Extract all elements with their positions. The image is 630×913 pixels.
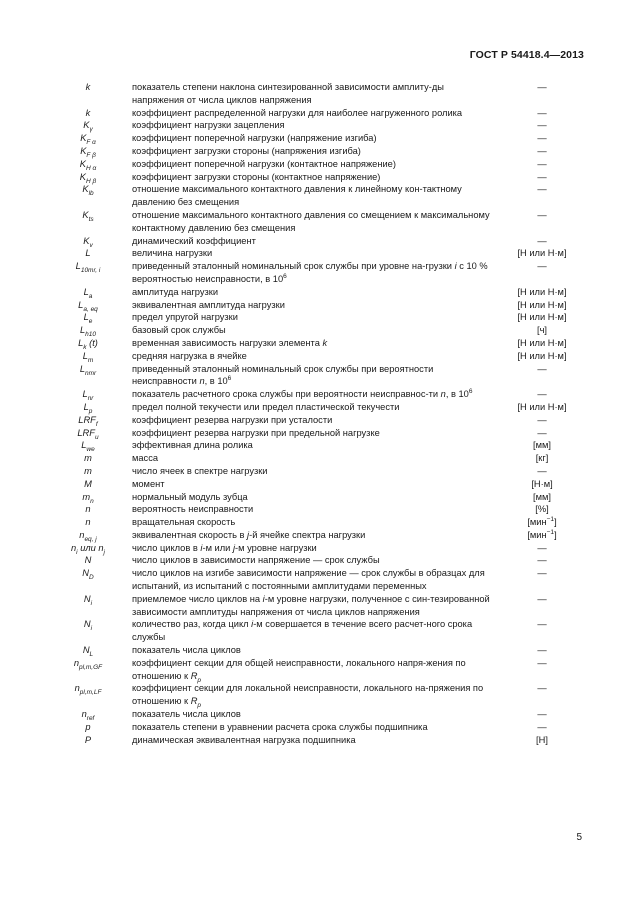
symbol-cell: $L_{nmr}$ xyxy=(79,363,97,377)
symbol-cell: $N_i$ xyxy=(83,593,93,607)
symbol-row xyxy=(0,363,630,389)
definition-cell: приведенный эталонный номинальный срок службы при вероятности неисправности n, в $10^6$ xyxy=(132,363,434,387)
unit-cell: [Н·м] xyxy=(531,478,553,489)
unit-cell: [ч] xyxy=(536,325,547,336)
definition-cell: коэффициент загрузки стороны (напряжения изгиба) xyxy=(132,145,361,156)
definition-cell: показатель числа циклов xyxy=(132,709,241,720)
symbol-row xyxy=(0,235,630,248)
definition-cell: нормальный модуль зубца xyxy=(132,491,248,502)
symbol-cell: $L_{a, eq}$ xyxy=(78,299,98,313)
symbol-cell: $LRF_f$ xyxy=(78,414,98,428)
unit-cell: — xyxy=(537,158,547,169)
symbol-row xyxy=(0,516,630,529)
definition-cell: коэффициент секции для локальной неисправности, локального на-пряжения по отношению к $R_p$ xyxy=(132,683,484,710)
unit-cell: — xyxy=(537,82,547,92)
symbol-row xyxy=(0,350,630,363)
symbol-row xyxy=(0,503,630,516)
symbol-row xyxy=(0,388,630,401)
symbol-row xyxy=(0,657,630,683)
definition-cell: динамический коэффициент xyxy=(132,235,256,246)
unit-cell: [Н или Н·м] xyxy=(517,312,567,323)
unit-cell: [Н или Н·м] xyxy=(517,337,567,348)
symbol-cell: $K_{F \beta}$ xyxy=(80,145,96,159)
definition-cell: эквивалентная амплитуда нагрузки xyxy=(132,299,285,310)
unit-cell: [Н или Н·м] xyxy=(517,286,567,297)
symbol-cell: m xyxy=(84,465,92,476)
unit-cell: — xyxy=(537,184,547,195)
definition-cell: приемлемое число циклов на i-м уровне нагрузки, полученное с син-тезированной зависимости амплитуды напряжения от числа циклов напряжения xyxy=(132,593,490,617)
symbol-row xyxy=(0,247,630,260)
symbol-cell: $N_i$ xyxy=(83,619,93,633)
symbol-row xyxy=(0,119,630,132)
symbol-row xyxy=(0,158,630,171)
symbol-row xyxy=(0,682,630,708)
symbol-cell: $n_i$ или $n_j$ xyxy=(71,542,105,556)
symbol-cell: $K_v$ xyxy=(83,235,93,249)
unit-cell: — xyxy=(537,133,547,144)
definition-cell: число циклов в i-м или j-м уровне нагрузки xyxy=(132,542,317,553)
symbol-cell: $K_{lb}$ xyxy=(82,184,94,198)
unit-cell: [кг] xyxy=(535,453,549,464)
symbol-row xyxy=(0,81,630,107)
symbol-cell: $L_{10mr, i}$ xyxy=(75,261,101,275)
definition-cell: приведенный эталонный номинальный срок службы при уровне на-грузки i с 10 % вероятностью неисправности, в $10^6$ xyxy=(132,261,488,284)
symbol-cell: k xyxy=(85,82,91,92)
unit-cell: — xyxy=(537,657,547,668)
definition-cell: показатель степени наклона синтезированной зависимости амплиту-ды напряжения от числа циклов напряжения xyxy=(132,82,444,105)
symbol-cell: $K_\gamma$ xyxy=(83,120,93,134)
symbol-cell: $L_m$ xyxy=(82,350,94,364)
symbol-row xyxy=(0,324,630,337)
symbol-row xyxy=(0,708,630,721)
unit-cell: — xyxy=(537,389,547,400)
unit-cell: [Н] xyxy=(536,734,548,745)
symbol-row xyxy=(0,209,630,235)
definition-cell: масса xyxy=(132,453,159,464)
symbol-row xyxy=(0,401,630,414)
symbol-row xyxy=(0,132,630,145)
definition-cell: базовый срок службы xyxy=(132,325,226,336)
definition-cell: коэффициент поперечной нагрузки (контактное напряжение) xyxy=(132,158,396,169)
symbol-cell: $n_{pl,m,LF}$ xyxy=(74,683,102,697)
symbol-cell: N xyxy=(84,555,92,566)
symbol-cell: P xyxy=(84,734,92,745)
symbol-cell: $n_{pl,m,GF}$ xyxy=(73,657,103,671)
unit-cell: [мм] xyxy=(533,440,551,451)
unit-cell: — xyxy=(537,709,547,720)
symbol-cell: $K_{ts}$ xyxy=(82,209,94,223)
unit-cell: [Н или Н·м] xyxy=(517,401,567,412)
symbol-cell: $K_{H \beta}$ xyxy=(79,171,97,185)
page-number: 5 xyxy=(576,832,582,843)
unit-cell: — xyxy=(537,145,547,156)
symbol-cell: $n_{ref}$ xyxy=(81,709,95,722)
symbol-row xyxy=(0,554,630,567)
unit-cell: — xyxy=(537,568,547,579)
unit-cell: — xyxy=(537,171,547,182)
symbol-cell: $L_{h10}$ xyxy=(79,325,97,338)
unit-cell: — xyxy=(537,465,547,476)
unit-cell: — xyxy=(537,261,547,272)
symbol-cell: $LRF_u$ xyxy=(77,427,99,441)
symbol-cell: $L_{we}$ xyxy=(81,440,95,454)
symbol-cell: $K_{F \alpha}$ xyxy=(80,133,96,147)
symbol-row xyxy=(0,491,630,504)
symbol-row xyxy=(0,414,630,427)
definition-cell: предел полной текучести или предел пластической текучести xyxy=(132,401,400,412)
symbol-row xyxy=(0,299,630,312)
symbol-row xyxy=(0,286,630,299)
unit-cell: — xyxy=(537,235,547,246)
definition-cell: предел упругой нагрузки xyxy=(132,312,238,323)
symbol-cell: $N_L$ xyxy=(82,645,94,658)
symbol-row xyxy=(0,618,630,644)
unit-cell: [мм] xyxy=(533,491,551,502)
symbol-row xyxy=(0,478,630,491)
symbol-cell: k xyxy=(85,107,91,118)
unit-cell: [Н или Н·м] xyxy=(517,299,567,310)
symbol-row xyxy=(0,721,630,734)
unit-cell: [Н или Н·м] xyxy=(517,248,567,259)
unit-cell: — xyxy=(537,555,547,566)
symbol-row xyxy=(0,734,630,747)
symbol-cell: $K_{H \alpha}$ xyxy=(79,158,97,172)
symbol-row xyxy=(0,529,630,542)
symbol-row xyxy=(0,183,630,209)
symbol-row xyxy=(0,427,630,440)
definition-cell: число ячеек в спектре нагрузки xyxy=(132,465,268,476)
unit-cell: [мин$^{-1}$] xyxy=(527,528,557,540)
unit-cell: — xyxy=(537,107,547,118)
symbol-row xyxy=(0,337,630,350)
definition-cell: количество раз, когда цикл i-м совершается в течение всего расчет-ного срока службы xyxy=(132,619,473,643)
symbol-cell: m xyxy=(84,453,92,464)
symbol-row xyxy=(0,260,630,286)
symbol-cell: $L_k$ (t) xyxy=(78,337,98,351)
unit-cell: [Н или Н·м] xyxy=(517,350,567,361)
unit-cell: — xyxy=(537,542,547,553)
symbol-row xyxy=(0,542,630,555)
definition-cell: динамическая эквивалентная нагрузка подшипника xyxy=(132,734,356,745)
unit-cell: — xyxy=(537,414,547,425)
symbol-cell: $L_p$ xyxy=(83,401,93,415)
symbol-row xyxy=(0,311,630,324)
unit-cell: — xyxy=(537,683,547,694)
definition-cell: момент xyxy=(132,478,165,489)
definition-cell: показатель числа циклов xyxy=(132,645,241,656)
unit-cell: [мин$^{-1}$] xyxy=(527,516,557,528)
definition-cell: число циклов в зависимости напряжение — срок службы xyxy=(132,555,380,566)
definition-cell: коэффициент резерва нагрузки при усталости xyxy=(132,414,333,425)
symbol-row xyxy=(0,145,630,158)
unit-cell: [%] xyxy=(535,504,549,515)
unit-cell: — xyxy=(537,593,547,604)
definition-cell: число циклов на изгибе зависимости напряжение — срок службы в образцах для испытаний, из испытаний с постоянными амплитудами переменных xyxy=(132,568,485,592)
unit-cell: — xyxy=(537,363,547,374)
definition-cell: показатель степени в уравнении расчета срока службы подшипника xyxy=(132,721,428,732)
definition-cell: величина нагрузки xyxy=(132,248,213,259)
symbol-row xyxy=(0,644,630,657)
symbol-cell: $L_e$ xyxy=(83,312,93,326)
definition-cell: отношение максимального контактного давления со смещением к максимальному контактному давлению без смещения xyxy=(132,209,490,233)
definition-cell: коэффициент нагрузки зацепления xyxy=(132,120,285,131)
unit-cell: — xyxy=(537,619,547,630)
symbol-cell: p xyxy=(85,721,91,732)
definition-cell: отношение максимального контактного давления к линейному кон-тактному давлению без смещения xyxy=(132,184,462,208)
symbol-cell: $n_{eq, j}$ xyxy=(79,529,97,543)
definition-cell: временная зависимость нагрузки элемента k xyxy=(132,337,328,348)
definition-cell: коэффициент распределенной нагрузки для наиболее нагруженного ролика xyxy=(132,107,463,118)
definition-cell: коэффициент резерва нагрузки при предельной нагрузке xyxy=(132,427,380,438)
unit-cell: — xyxy=(537,645,547,656)
definition-cell: вращательная скорость xyxy=(132,517,236,528)
symbol-row xyxy=(0,107,630,120)
unit-cell: — xyxy=(537,209,547,220)
symbol-row xyxy=(0,452,630,465)
symbol-cell: $L_{nr}$ xyxy=(82,389,94,402)
unit-cell: — xyxy=(537,120,547,131)
document-header: ГОСТ Р 54418.4—2013 xyxy=(469,49,584,61)
definition-cell: коэффициент загрузки стороны (контактное напряжение) xyxy=(132,171,381,182)
symbol-cell: M xyxy=(84,478,92,489)
definition-cell: показатель расчетного срока службы при вероятности неисправнос-ти n, в $10^6$ xyxy=(132,388,473,400)
definition-cell: коэффициент поперечной нагрузки (напряжение изгиба) xyxy=(132,133,377,144)
symbol-row xyxy=(0,439,630,452)
symbol-cell: L xyxy=(85,248,91,259)
symbol-cell: $N_D$ xyxy=(82,568,94,582)
symbol-list xyxy=(0,81,630,746)
definition-cell: эквивалентная скорость в j-й ячейке спектра нагрузки xyxy=(132,529,366,540)
symbol-row xyxy=(0,567,630,593)
symbol-cell: n xyxy=(85,504,91,515)
symbol-row xyxy=(0,593,630,619)
definition-cell: вероятность неисправности xyxy=(132,504,254,515)
symbol-row xyxy=(0,171,630,184)
definition-cell: коэффициент секции для общей неисправности, локального напря-жения по отношению к $R_p$ xyxy=(132,657,466,684)
unit-cell: — xyxy=(537,427,547,438)
symbol-row xyxy=(0,465,630,478)
symbol-cell: $m_n$ xyxy=(82,491,94,505)
definition-cell: эффективная длина ролика xyxy=(132,440,253,451)
symbol-cell: n xyxy=(85,517,91,528)
definition-cell: амплитуда нагрузки xyxy=(132,286,219,297)
symbol-cell: $L_a$ xyxy=(83,286,93,300)
definition-cell: средняя нагрузка в ячейке xyxy=(132,350,247,361)
unit-cell: — xyxy=(537,721,547,732)
